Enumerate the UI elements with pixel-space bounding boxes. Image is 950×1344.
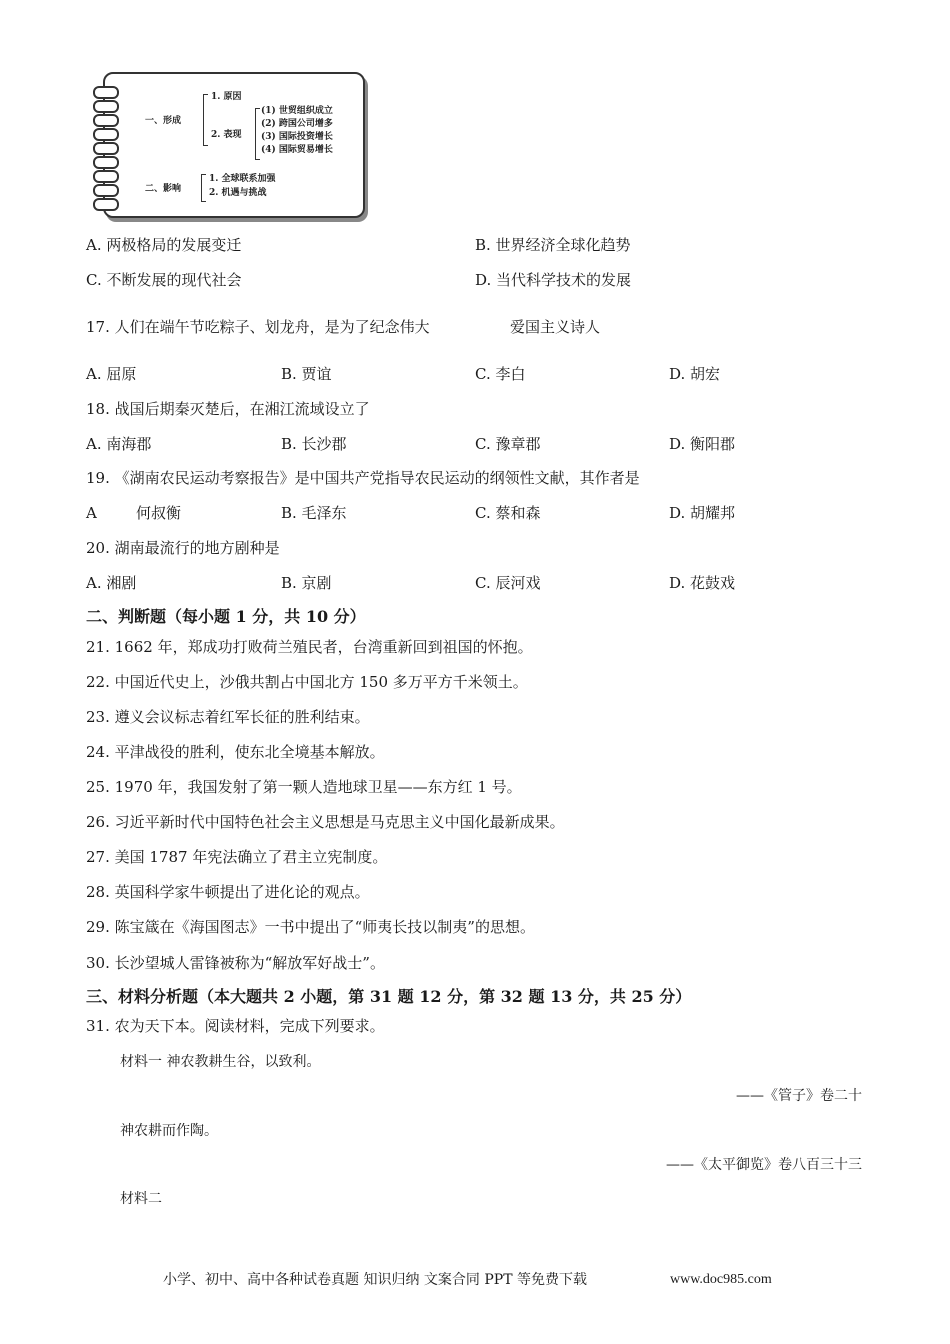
figure-sub-2: (2) 跨国公司增多 (261, 119, 333, 129)
q19-option-b: B. 毛泽东 (281, 504, 347, 522)
knowledge-notebook-figure (103, 72, 365, 218)
judge-item-22: 22. 中国近代史上，沙俄共割占中国北方 150 多万平方千米领土。 (86, 673, 528, 691)
judge-item-25: 25. 1970 年，我国发射了第一颗人造地球卫星——东方红 1 号。 (86, 778, 522, 796)
q19-option-a: 何叔衡 (136, 504, 182, 522)
notebook-ring (93, 100, 119, 113)
q20-option-d: D. 花鼓戏 (669, 574, 736, 592)
q20-option-c: C. 辰河戏 (475, 574, 541, 592)
q17-stem-tail: 爱国主义诗人 (510, 318, 601, 336)
notebook-ring (93, 128, 119, 141)
figure-heading-impact: 二、影响 (145, 184, 182, 194)
q16-option-a: A. 两极格局的发展变迁 (86, 236, 242, 254)
notebook-ring (93, 198, 119, 211)
brace (255, 108, 260, 160)
judge-item-23: 23. 遵义会议标志着红军长征的胜利结束。 (86, 708, 370, 726)
judge-item-29: 29. 陈宝箴在《海国图志》一书中提出了“师夷长技以制夷”的思想。 (86, 918, 535, 936)
q19-option-a-letter: A (86, 504, 97, 522)
q18-option-c: C. 豫章郡 (475, 435, 541, 453)
notebook-ring (93, 114, 119, 127)
q17-stem: 17. 人们在端午节吃粽子、划龙舟，是为了纪念伟大 (86, 318, 430, 336)
q18-option-b: B. 长沙郡 (281, 435, 347, 453)
q17-option-c: C. 李白 (475, 365, 526, 383)
figure-heading-formation: 一、形成 (145, 116, 182, 126)
figure-item-cause: 1. 原因 (211, 92, 242, 102)
figure-sub-4: (4) 国际贸易增长 (261, 145, 333, 155)
figure-sub-1: (1) 世贸组织成立 (261, 106, 333, 116)
q19-option-c: C. 蔡和森 (475, 504, 541, 522)
judge-item-24: 24. 平津战役的胜利，使东北全境基本解放。 (86, 743, 385, 761)
figure-item-opportunity: 2. 机遇与挑战 (209, 188, 267, 198)
q16-option-d: D. 当代科学技术的发展 (475, 271, 632, 289)
figure-item-manifestation: 2. 表现 (211, 130, 242, 140)
judge-item-28: 28. 英国科学家牛顿提出了进化论的观点。 (86, 883, 370, 901)
notebook-ring (93, 170, 119, 183)
brace (201, 174, 206, 202)
judge-item-27: 27. 美国 1787 年宪法确立了君主立宪制度。 (86, 848, 388, 866)
brace (203, 94, 208, 146)
q20-stem: 20. 湖南最流行的地方剧种是 (86, 539, 280, 557)
q31-stem: 31. 农为天下本。阅读材料，完成下列要求。 (86, 1017, 385, 1035)
figure-sub-3: (3) 国际投资增长 (261, 132, 333, 142)
q17-option-a: A. 屈原 (86, 365, 137, 383)
notebook-ring (93, 86, 119, 99)
q18-option-a: A. 南海郡 (86, 435, 152, 453)
notebook-ring (93, 184, 119, 197)
notebook-ring (93, 156, 119, 169)
material1-source2: ——《太平御览》卷八百三十三 (666, 1157, 862, 1173)
judge-item-26: 26. 习近平新时代中国特色社会主义思想是马克思主义中国化最新成果。 (86, 813, 565, 831)
judge-item-30: 30. 长沙望城人雷锋被称为“解放军好战士”。 (86, 954, 385, 972)
judge-item-21: 21. 1662 年，郑成功打败荷兰殖民者，台湾重新回到祖国的怀抱。 (86, 638, 533, 656)
footer-text: 小学、初中、高中各种试卷真题 知识归纳 文案合同 PPT 等免费下载 (163, 1272, 587, 1288)
material1-source1: ——《管子》卷二十 (736, 1088, 862, 1104)
q18-stem: 18. 战国后期秦灭楚后，在湘江流域设立了 (86, 400, 370, 418)
q20-option-a: A. 湘剧 (86, 574, 137, 592)
q17-option-b: B. 贾谊 (281, 365, 332, 383)
section2-title: 二、判断题（每小题 1 分，共 10 分） (86, 607, 366, 626)
material1-line2: 神农耕而作陶。 (120, 1123, 218, 1139)
q20-option-b: B. 京剧 (281, 574, 332, 592)
notebook-ring (93, 142, 119, 155)
footer-url[interactable]: www.doc985.com (670, 1272, 772, 1287)
q19-option-d: D. 胡耀邦 (669, 504, 736, 522)
material1-line1: 材料一 神农教耕生谷，以致利。 (120, 1054, 321, 1070)
material2-label: 材料二 (120, 1191, 162, 1207)
section3-title: 三、材料分析题（本大题共 2 小题，第 31 题 12 分，第 32 题 13 分，共 25 分） (86, 987, 692, 1006)
q19-stem: 19. 《湖南农民运动考察报告》是中国共产党指导农民运动的纲领性文献，其作者是 (86, 469, 640, 487)
q16-option-b: B. 世界经济全球化趋势 (475, 236, 631, 254)
figure-item-link: 1. 全球联系加强 (209, 174, 276, 184)
q16-option-c: C. 不断发展的现代社会 (86, 271, 242, 289)
q18-option-d: D. 衡阳郡 (669, 435, 736, 453)
q17-option-d: D. 胡宏 (669, 365, 721, 383)
